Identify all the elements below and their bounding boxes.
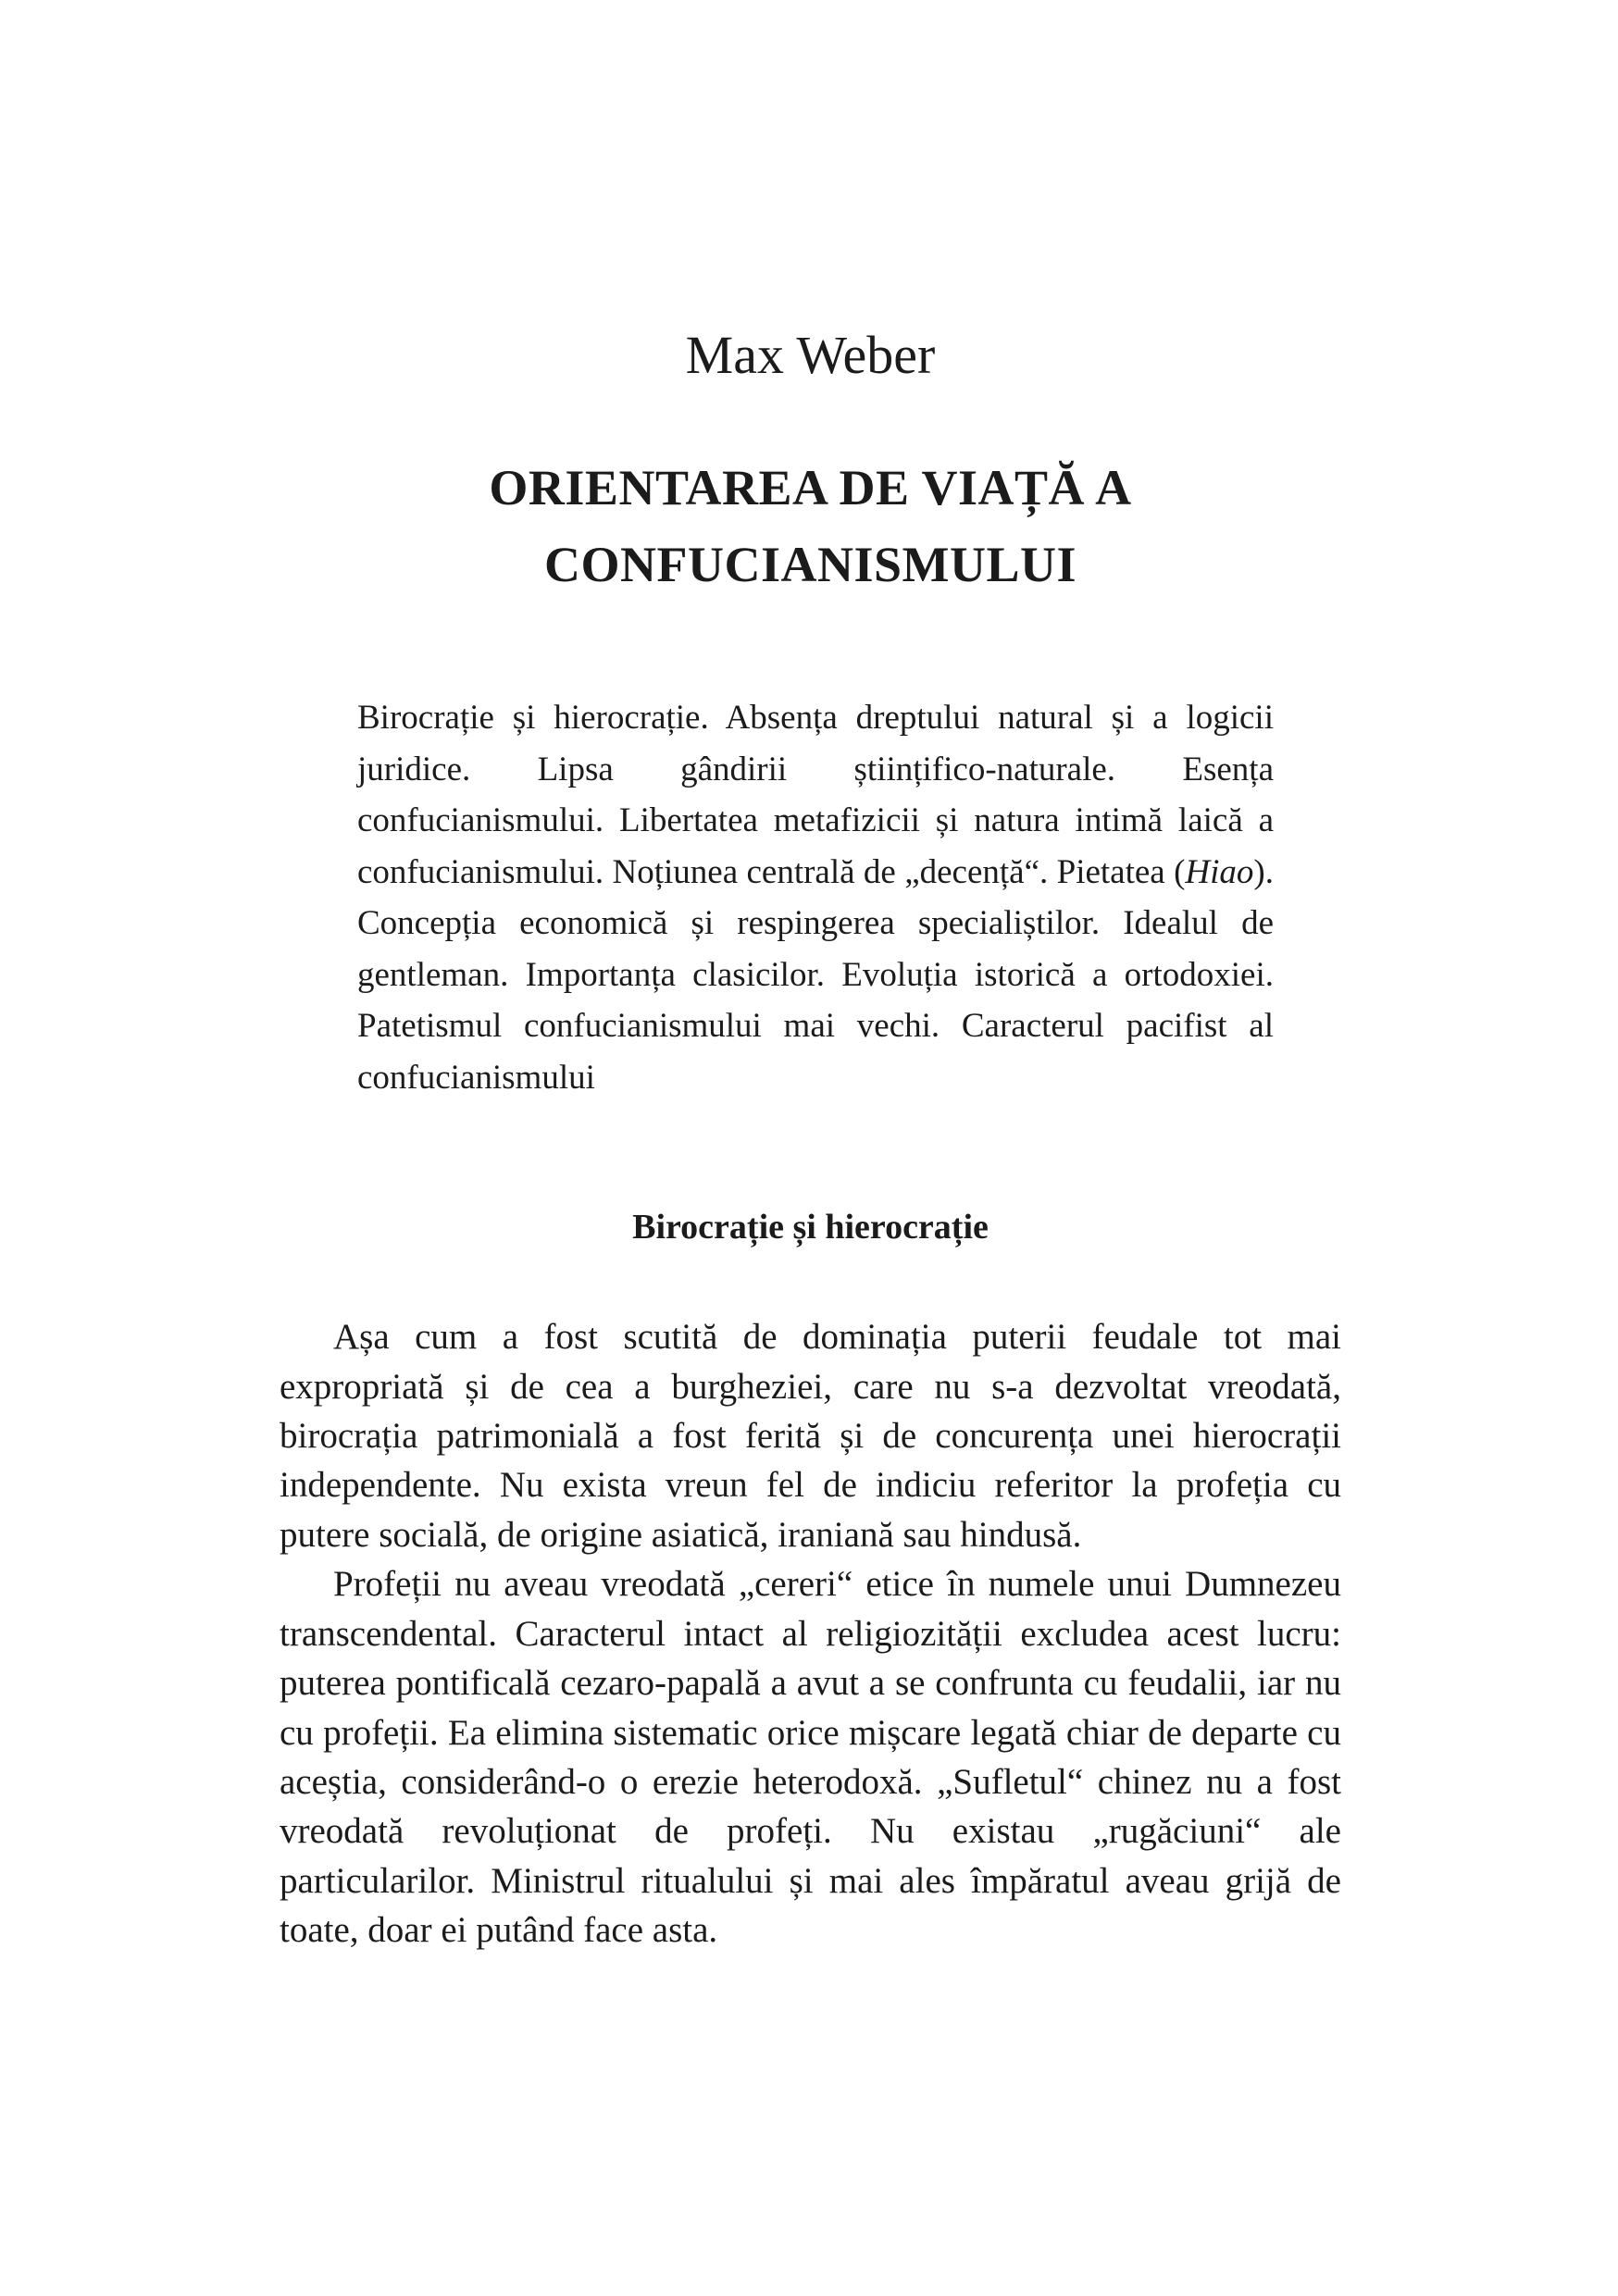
abstract-text-after-italic: ). Concepția economică și respingerea specialiștilor. Idealul de gentleman. Importanța clasicilor. Evoluția istorică a ortodoxiei. Patetismul confucianismului mai vechi. Caracterul pacifist al confucianismului [357,852,1274,1097]
chapter-title-line-2: CONFUCIANISMULUI [543,537,1077,593]
chapter-title [280,450,1341,604]
body-paragraph-1: Așa cum a fost scutită de dominația puterii feudale tot mai expropriată și de cea a burgheziei, care nu s-a dezvoltat vreodată, birocrația patrimonială a fost ferită și de concurența unei hierocrații independente. Nu exista vreun fel de indiciu referitor la profeția cu putere socială, de origine asiatică, iraniană sau hindusă. [280,1317,1341,1555]
abstract-text-before-italic: Birocrație și hierocrație. Absența dreptului natural și a logicii juridice. Lipsa gândirii științifico-naturale. Esența confucianismului. Libertatea metafizicii și natura intimă laică a confucianismului. Noțiunea centrală de „decență“. Pietatea ( [357,699,1274,891]
chapter-abstract [357,692,1274,1103]
author-name: Max Weber [685,325,936,385]
abstract-italic-term: Hiao [1185,852,1254,891]
section-heading: Birocrație și hierocrație [632,1208,989,1247]
body-paragraph-2: Profeții nu aveau vreodată „cereri“ etice în numele unui Dumnezeu transcendental. Caracterul intact al religiozității excludea acest lucru: puterea pontificală cezaro-papală a avut a se confrunta cu feudalii, iar nu cu profeții. Ea elimina sistematic orice mișcare legată chiar de departe cu aceștia, considerând-o o erezie heterodoxă. „Sufletul“ chinez nu a fost vreodată revoluționat de profeți. Nu existau „rugăciuni“ ale particularilor. Ministrul ritualului și mai ales împăratul aveau grijă de toate, doar ei putând face asta. [280,1564,1341,1951]
chapter-title-line-1: ORIENTAREA DE VIAȚĂ A [489,459,1132,515]
